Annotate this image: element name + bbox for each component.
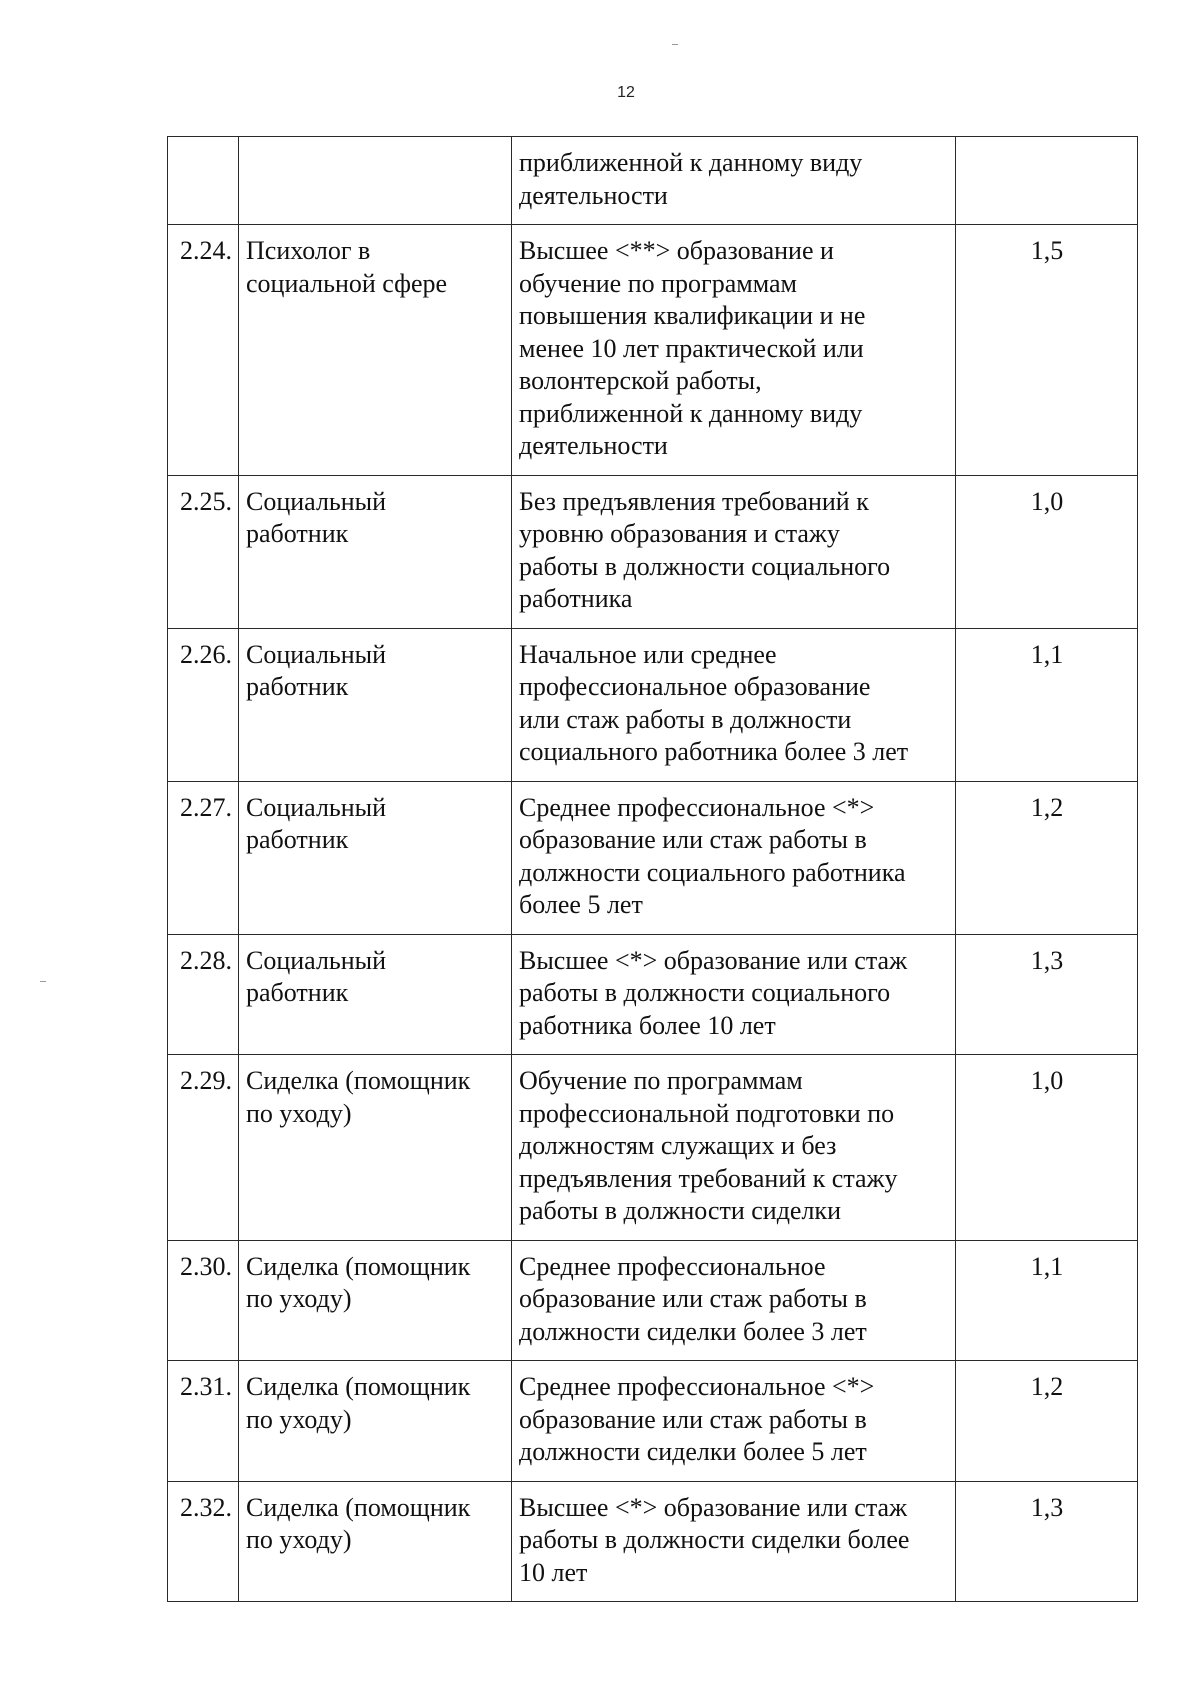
position-title: Сиделка (помощник по уходу) xyxy=(239,1361,512,1482)
position-title xyxy=(239,137,512,225)
scan-artifact-dot xyxy=(40,981,46,982)
table-row xyxy=(168,934,1138,1055)
coefficient-value: 1,0 xyxy=(956,1055,1138,1241)
coefficient-value: 1,2 xyxy=(956,781,1138,934)
qualification-requirements: Среднее профессиональное <*> образование или стаж работы в должности социального работника более 5 лет xyxy=(512,781,956,934)
row-number: 2.29. xyxy=(168,1055,239,1241)
coefficient-value: 1,2 xyxy=(956,1361,1138,1482)
position-title: Социальный работник xyxy=(239,934,512,1055)
qualification-requirements: Высшее <*> образование или стаж работы в должности социального работника более 10 лет xyxy=(512,934,956,1055)
position-title: Психолог в социальной сфере xyxy=(239,225,512,476)
row-number: 2.24. xyxy=(168,225,239,476)
coefficient-value: 1,3 xyxy=(956,934,1138,1055)
position-title: Социальный работник xyxy=(239,475,512,628)
table-row xyxy=(168,1240,1138,1361)
position-title: Сиделка (помощник по уходу) xyxy=(239,1055,512,1241)
qualification-requirements: Высшее <*> образование или стаж работы в должности сиделки более 10 лет xyxy=(512,1481,956,1602)
coefficient-value xyxy=(956,137,1138,225)
row-number: 2.25. xyxy=(168,475,239,628)
qualification-requirements: Среднее профессиональное <*> образование или стаж работы в должности сиделки более 5 лет xyxy=(512,1361,956,1482)
table-row xyxy=(168,1481,1138,1602)
qualification-table-container xyxy=(167,136,1137,1602)
qualification-requirements: приближенной к данному виду деятельности xyxy=(512,137,956,225)
position-title: Социальный работник xyxy=(239,781,512,934)
qualification-requirements: Начальное или среднее профессиональное образование или стаж работы в должности социального работника более 3 лет xyxy=(512,628,956,781)
table-row xyxy=(168,225,1138,476)
table-row xyxy=(168,1361,1138,1482)
coefficient-value: 1,1 xyxy=(956,628,1138,781)
qualification-table xyxy=(167,136,1138,1602)
position-title: Сиделка (помощник по уходу) xyxy=(239,1240,512,1361)
coefficient-value: 1,3 xyxy=(956,1481,1138,1602)
table-row xyxy=(168,475,1138,628)
coefficient-value: 1,5 xyxy=(956,225,1138,476)
row-number: 2.30. xyxy=(168,1240,239,1361)
row-number: 2.32. xyxy=(168,1481,239,1602)
row-number: 2.26. xyxy=(168,628,239,781)
table-row xyxy=(168,781,1138,934)
position-title: Социальный работник xyxy=(239,628,512,781)
page-number: 12 xyxy=(617,84,635,101)
table-row xyxy=(168,137,1138,225)
qualification-requirements: Обучение по программам профессиональной подготовки по должностям служащих и без предъявления требований к стажу работы в должности сиделки xyxy=(512,1055,956,1241)
row-number xyxy=(168,137,239,225)
table-row xyxy=(168,628,1138,781)
qualification-requirements: Высшее <**> образование и обучение по программам повышения квалификации и не менее 10 лет практической или волонтерской работы, приближенной к данному виду деятельности xyxy=(512,225,956,476)
coefficient-value: 1,1 xyxy=(956,1240,1138,1361)
qualification-requirements: Без предъявления требований к уровню образования и стажу работы в должности социального работника xyxy=(512,475,956,628)
table-row xyxy=(168,1055,1138,1241)
row-number: 2.28. xyxy=(168,934,239,1055)
scan-artifact-dot xyxy=(672,44,678,45)
row-number: 2.27. xyxy=(168,781,239,934)
coefficient-value: 1,0 xyxy=(956,475,1138,628)
position-title: Сиделка (помощник по уходу) xyxy=(239,1481,512,1602)
qualification-requirements: Среднее профессиональное образование или стаж работы в должности сиделки более 3 лет xyxy=(512,1240,956,1361)
row-number: 2.31. xyxy=(168,1361,239,1482)
